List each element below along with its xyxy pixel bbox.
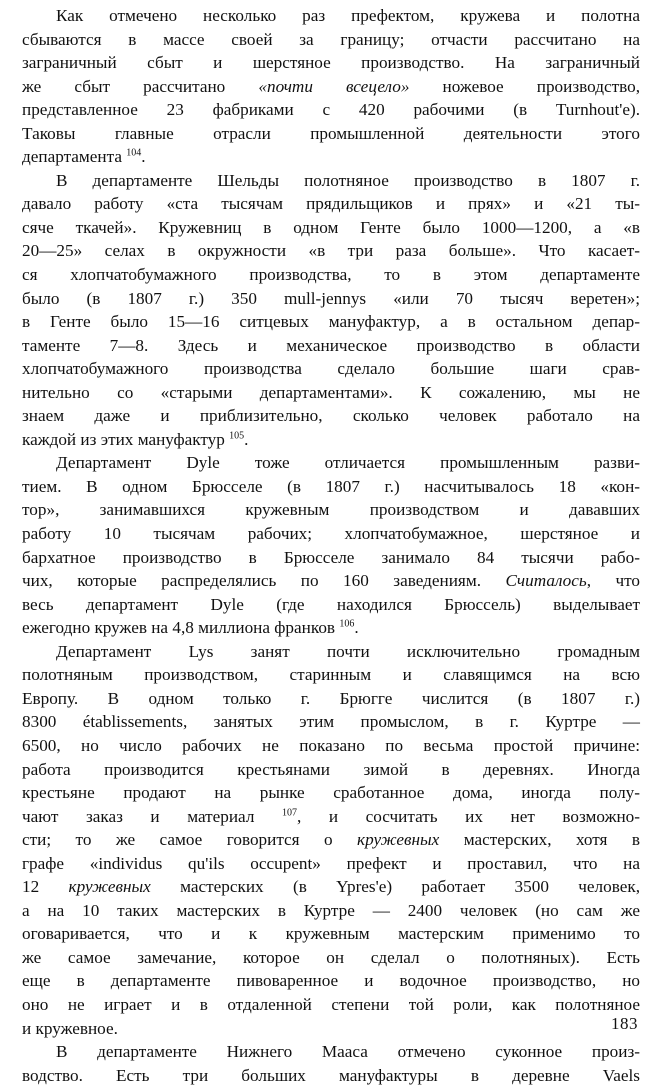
text-line: работа производится крестьянами зимой в деревнях. Иногда [22, 759, 640, 779]
text-line: ежегодно кружев на 4,8 миллиона франков $^{106}$. [22, 618, 359, 638]
text-line: 12 кружевных мастерских (в Ypres'e) работает 3500 человек, [22, 877, 641, 897]
paragraph-1 [22, 4, 640, 169]
text-line: нительно со «старыми департаментами». К сожалению, мы не [22, 382, 640, 402]
text-line: было (в 1807 г.) 350 mull-jennys «или 70 тысяч веретен»; [22, 288, 640, 308]
text-line: весь департамент Dyle (где находился Брюссель) выделывает [22, 594, 640, 614]
text-line: ся хлопчатобумажного производства, то в этом департаменте [22, 265, 640, 285]
text-line: Таковы главные отрасли промышленной деятельности этого [22, 123, 640, 143]
text-line: давало работу «ста тысячам прядильщиков и прях» и «21 ты- [22, 194, 640, 214]
paragraph-5 [22, 1040, 640, 1087]
italic-text: кружевных [68, 877, 151, 897]
text-fragment: ежегодно кружев на 4,8 миллиона франков [22, 618, 336, 638]
paragraph-2 [22, 169, 640, 452]
text-line: и кружевное. [22, 1018, 118, 1038]
paragraph-4 [22, 640, 640, 1040]
text-line: каждой из этих мануфактур $^{105}$. [22, 429, 249, 449]
text-line: В департаменте Шельды полотняное производство в 1807 г. [56, 170, 640, 190]
text-line: работу 10 тысячам рабочих; хлопчатобумажное, шерстяное и [22, 524, 640, 544]
text-line: хлопчатобумажного производства сделало большие шаги срав- [22, 359, 640, 379]
text-line: же сбыт рассчитано «почти всецело» ножевое производство, [22, 76, 640, 96]
text-line: оговаривается, что и к кружевным мастерским применимо то [22, 924, 640, 944]
italic-text: кружевных [357, 830, 440, 850]
text-line: таменте 7—8. Здесь и механическое производство в области [22, 335, 640, 355]
italic-text: «почти всецело» [258, 76, 410, 96]
text-line: представленное 23 фабриками с 420 рабочими (в Turnhout'e). [22, 100, 640, 120]
text-line: крестьяне продают на рынке сработанное дома, иногда полу- [22, 783, 640, 803]
text-fragment: , и сосчитать их нет возможно- [296, 806, 640, 826]
text-line: 20—25» селах в окружности «в три раза больше». Что касает- [22, 241, 640, 261]
footnote-ref-104[interactable]: 104 [126, 147, 142, 159]
text-fragment: чают заказ и материал [22, 806, 255, 826]
text-line: Департамент Dyle тоже отличается промышленным разви- [56, 453, 640, 473]
page-number: 183 [611, 1014, 638, 1033]
text-line: тием. В одном Брюсселе (в 1807 г.) насчитывалось 18 «кон- [22, 476, 640, 496]
text-line: в Генте было 15—16 ситцевых мануфактур, а в остальном депар- [22, 312, 640, 332]
text-line: тор», занимавшихся кружевным производством и дававших [22, 500, 640, 520]
text-line: сяче ткачей». Кружевниц в одном Генте было 1000—1200, а «в [22, 217, 640, 237]
italic-text: Считалось [505, 571, 587, 591]
text-line: знаем даже и приблизительно, сколько человек работало на [22, 406, 640, 426]
text-line: чих, которые распределялись по 160 заведениям. Считалось, что [22, 571, 640, 591]
footnote-ref-106[interactable]: 106 [339, 618, 355, 630]
text-line: заграничный сбыт и шерстяное производство. На заграничный [22, 53, 640, 73]
text-line: сти; то же самое говорится о кружевных мастерских, хотя в [22, 830, 640, 850]
footnote-ref-105[interactable]: 105 [229, 430, 245, 442]
text-line: Европу. В одном только г. Брюгге числится (в 1807 г.) [22, 688, 640, 708]
text-line: же самое замечание, которое он сделал о полотняных). Есть [22, 947, 640, 967]
paragraph-3 [22, 451, 640, 639]
text-line: еще в департаменте пивоваренное и водочное производство, но [22, 971, 640, 991]
text-line: полотняным производством, старинным и славящимся на всю [22, 665, 640, 685]
text-line: бархатное производство в Брюсселе занимало 84 тысячи рабо- [22, 547, 640, 567]
text-line: Как отмечено несколько раз префектом, кружева и полотна [56, 6, 640, 25]
text-line: департамента $^{104}$. [22, 147, 146, 167]
text-line: оно не играет и в отдаленной степени той роли, как полотняное [22, 994, 640, 1014]
text-line: Департамент Lys занят почти исключительно громадным [56, 641, 640, 661]
text-line: графе «individus qu'ils occupent» префект и проставил, что на [22, 853, 640, 873]
book-page [22, 4, 641, 1085]
text-line: водство. Есть три больших мануфактуры в деревне Vaels [22, 1065, 640, 1085]
text-line: а на 10 таких мастерских в Куртре — 2400 человек (но сам же [22, 900, 640, 920]
text-line [22, 805, 640, 829]
text-line: 8300 établissements, занятых этим промыслом, в г. Куртре — [22, 712, 640, 732]
footnote-ref-107[interactable]: 107 [281, 806, 297, 818]
text-line: В департаменте Нижнего Мааса отмечено суконное произ- [56, 1042, 640, 1062]
text-line: сбываются в массе своей за границу; отчасти рассчитано на [22, 29, 640, 49]
text-line: 6500, но число рабочих не показано по весьма простой причине: [22, 735, 640, 755]
text-fragment: департамента [22, 147, 122, 167]
text-fragment: каждой из этих мануфактур [22, 429, 225, 449]
